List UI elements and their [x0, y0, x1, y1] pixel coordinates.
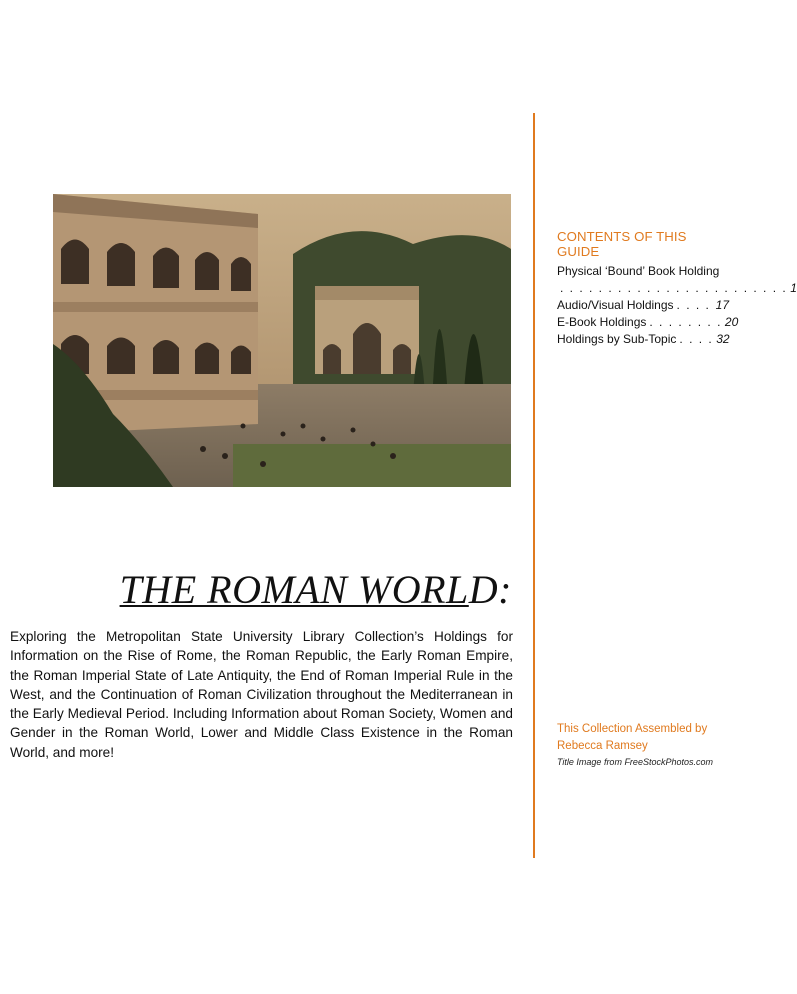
toc-leader-dots: . . . . [679, 332, 714, 346]
credits-block [557, 721, 737, 770]
title-photo-colosseum [53, 194, 511, 487]
toc-leader-dots: . . . . [676, 298, 711, 312]
toc-page-number: 32 [716, 332, 730, 346]
toc-item-sub-topic[interactable] [557, 331, 729, 348]
toc-leader-dots: . . . . . . . . [649, 315, 722, 329]
credit-author: Rebecca Ramsey [557, 739, 648, 752]
toc-item-label: E-Book Holdings [557, 315, 647, 329]
toc-page-number: 17 [715, 298, 729, 312]
credit-assembled-by: This Collection Assembled by [557, 723, 708, 735]
toc-page-number: 20 [724, 315, 739, 329]
contents-heading: CONTENTS OF THIS GUIDE [557, 229, 687, 259]
title-rest: D: [468, 567, 512, 612]
toc-page-number: 1 [790, 281, 797, 295]
orange-divider-line [533, 113, 535, 858]
contents-panel [557, 229, 797, 348]
toc-leader-dots: . . . . . . . . . . . . . . . . . . . . . . . . [560, 281, 788, 295]
toc-item-label: Holdings by Sub-Topic [557, 332, 677, 346]
guide-description: Exploring the Metropolitan State University Library Collection’s Holdings for Information on the Rise of Rome, the Roman Republic, the Early Roman Empire, the Roman Imperial State of Late Antiquity, the End of Roman Imperial Rule in the West, and the Continuation of Roman Civilization throughout the Mediterranean in the Early Medieval Period. Including Information about Roman Society, Women and Gender in the Roman World, Lower and Middle Class Existence in the Roman World, and more! [10, 629, 513, 760]
toc-item-label: Audio/Visual Holdings [557, 298, 674, 312]
toc-item-physical-books[interactable]: Physical ‘Bound’ Book Holding [557, 264, 720, 278]
toc-item-physical-books-page[interactable] [557, 280, 797, 297]
toc-item-ebooks[interactable] [557, 314, 739, 331]
title-underlined: THE ROMAN WORL [119, 567, 469, 612]
page-title [0, 566, 512, 613]
toc-item-audio-visual[interactable] [557, 297, 729, 314]
credit-image-source: Title Image from FreeStockPhotos.com [557, 757, 713, 767]
